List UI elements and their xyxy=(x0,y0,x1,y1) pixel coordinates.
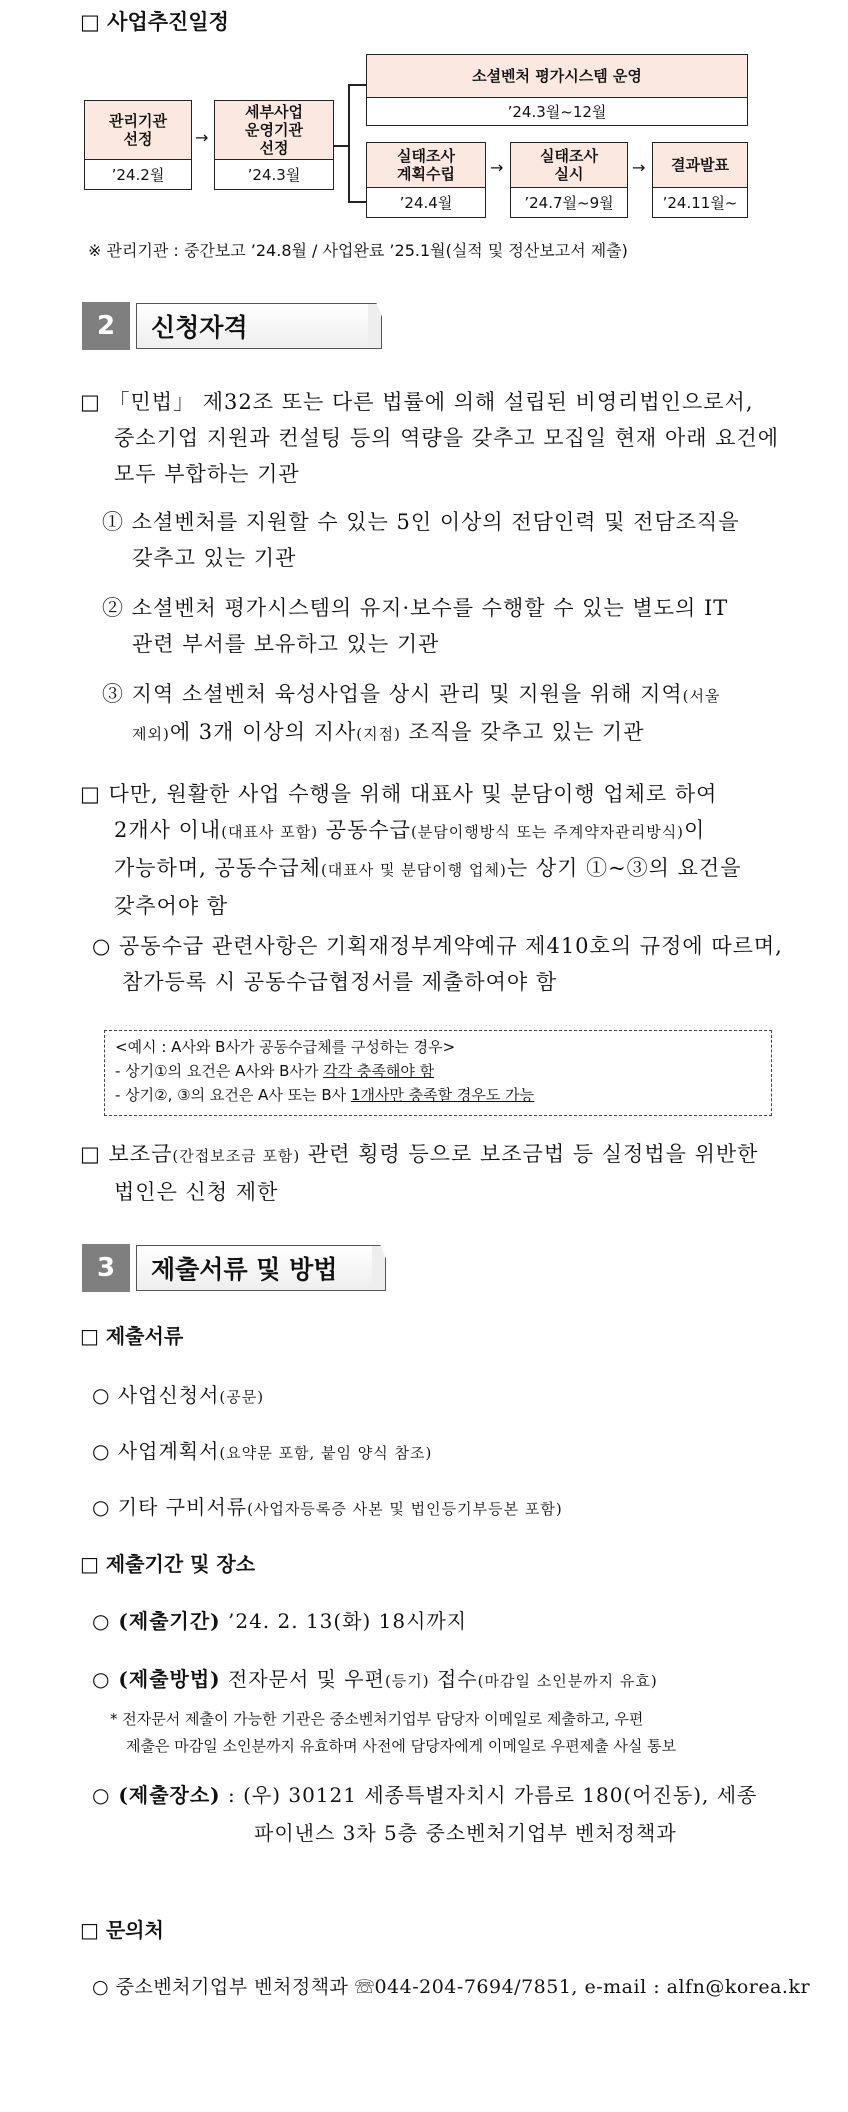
schedule-note: ※ 관리기관 : 중간보고 ’24.8월 / 사업완료 ’25.1월(실적 및 정산보고서 제출) xyxy=(88,241,628,260)
text-span: □ 보조금 xyxy=(80,1142,173,1166)
submission-period xyxy=(92,1604,467,1638)
connector-line xyxy=(334,145,348,147)
schedule-box-date: ’24.3월~12월 xyxy=(507,102,607,121)
text-span: ’24. 2. 13(화) 18시까지 xyxy=(220,1609,468,1633)
period-heading: □ 제출기간 및 장소 xyxy=(80,1552,256,1576)
schedule-box-date: ’24.2월 xyxy=(111,165,165,184)
connector-line xyxy=(348,84,350,202)
document-item xyxy=(92,1378,264,1414)
text-line: 갖추어야 함 xyxy=(114,894,229,918)
text-span: 제외) xyxy=(132,725,170,743)
connector-line xyxy=(348,201,366,203)
contact-heading: □ 문의처 xyxy=(80,1918,164,1942)
text-span: ○ (제출방법) xyxy=(92,1667,221,1691)
contact-line: ○ 중소벤처기업부 벤처정책과 ☏044-204-7694/7851, e-mail : alfn@korea.kr xyxy=(92,1976,811,1998)
text-span: ○ 사업신청서 xyxy=(92,1383,220,1407)
text-span: - 상기②, ③의 요건은 A사 또는 B사 xyxy=(115,1086,351,1104)
text-span: 에 3개 이상의 지사 xyxy=(169,720,357,744)
text-line: ① 소셜벤처를 지원할 수 있는 5인 이상의 전담인력 및 전담조직을 xyxy=(102,510,740,534)
schedule-box-date: ’24.11월~ xyxy=(662,193,738,212)
joint-bidding-paragraph xyxy=(80,776,741,924)
text-span: (서울 xyxy=(682,687,721,705)
text-span: 2개사 이내 xyxy=(114,818,222,842)
text-span: (등기) xyxy=(384,1672,430,1690)
text-span: (대표사 및 분담이행 업체) xyxy=(320,861,507,879)
schedule-box-title: 실태조사 계획수립 xyxy=(367,143,485,188)
eligibility-paragraph xyxy=(80,384,779,492)
text-span: (간접보조금 포함) xyxy=(172,1147,301,1165)
schedule-box-date: ’24.4월 xyxy=(399,193,453,212)
text-span: - 상기①의 요건은 A사와 B사가 xyxy=(115,1062,324,1080)
text-span: ○ 사업계획서 xyxy=(92,1439,220,1463)
text-span: : (우) 30121 세종특별자치시 가름로 180(어진동), 세종 xyxy=(220,1783,758,1807)
section-title: 제출서류 및 방법 xyxy=(136,1245,372,1291)
text-line: 갖추고 있는 기관 xyxy=(132,546,297,570)
text-line: 파이낸스 3차 5층 중소벤처기업부 벤처정책과 xyxy=(254,1821,677,1845)
text-span: ○ 기타 구비서류 xyxy=(92,1495,248,1519)
schedule-box-title: 소셜벤처 평가시스템 운영 xyxy=(367,55,747,98)
text-span: (요약문 포함, 붙임 양식 참조) xyxy=(219,1444,433,1462)
submission-method-note xyxy=(110,1706,676,1760)
text-line: 참가등록 시 공동수급협정서를 제출하여야 함 xyxy=(122,970,558,994)
schedule-box-title: 세부사업 운영기관 선정 xyxy=(215,101,333,160)
text-span: 각각 충족해야 함 xyxy=(323,1062,435,1080)
text-line: 제출은 마감일 소인분까지 유효하며 사전에 담당자에게 이메일로 우편제출 사실 통보 xyxy=(126,1737,677,1755)
text-line: □ 「민법」 제32조 또는 다른 법률에 의해 설립된 비영리법인으로서, xyxy=(80,390,754,414)
text-span: 는 상기 ①~③의 요건을 xyxy=(506,856,742,880)
schedule-box-evaluation-operation xyxy=(366,54,748,126)
documents-heading: □ 제출서류 xyxy=(80,1324,184,1348)
arrow-icon: → xyxy=(195,128,209,147)
text-line: 법인은 신청 제한 xyxy=(114,1180,279,1204)
schedule-box-operator-selection xyxy=(214,100,334,190)
text-span: 1개사만 충족할 경우도 가능 xyxy=(350,1086,535,1104)
text-span: (분담이행방식 또는 주계약자관리방식) xyxy=(410,823,685,841)
text-line: ○ 공동수급 관련사항은 기획재정부계약예규 제410호의 규정에 따르며, xyxy=(92,934,783,958)
section-title: 신청자격 xyxy=(136,303,368,349)
schedule-box-date: ’24.7월~9월 xyxy=(524,193,614,212)
section-number: 3 xyxy=(82,1244,130,1292)
text-span: 관련 횡령 등으로 보조금법 등 실정법을 위반한 xyxy=(300,1142,759,1166)
text-span: 공동수급 xyxy=(318,818,411,842)
requirement-1 xyxy=(102,504,740,576)
text-line: 모두 부합하는 기관 xyxy=(114,462,300,486)
text-span: (사업자등록증 사본 및 법인등기부등본 포함) xyxy=(247,1500,563,1518)
submission-method xyxy=(92,1662,658,1698)
text-span: 이 xyxy=(684,818,706,842)
text-line: 중소기업 지원과 컨설팅 등의 역량을 갖추고 모집일 현재 아래 요건에 xyxy=(114,426,780,450)
requirement-2 xyxy=(102,590,728,662)
schedule-heading: □ 사업추진일정 xyxy=(80,10,229,34)
document-item xyxy=(92,1434,432,1470)
arrow-icon: → xyxy=(632,158,646,177)
text-span: 전자문서 및 우편 xyxy=(220,1667,385,1691)
restriction-paragraph xyxy=(80,1136,758,1210)
schedule-box-management-selection xyxy=(84,100,192,190)
text-span: ③ 지역 소셜벤처 육성사업을 상시 관리 및 지원을 위해 지역 xyxy=(102,682,683,706)
text-span: (마감일 소인분까지 유효) xyxy=(477,1672,658,1690)
document-item xyxy=(92,1490,563,1526)
schedule-box-title: 실태조사 실시 xyxy=(511,143,627,188)
schedule-box-date: ’24.3월 xyxy=(247,165,301,184)
example-box xyxy=(104,1030,772,1116)
text-span: ○ (제출장소) xyxy=(92,1783,221,1807)
text-span: 조직을 갖추고 있는 기관 xyxy=(400,720,645,744)
text-line: □ 다만, 원활한 사업 수행을 위해 대표사 및 분담이행 업체로 하여 xyxy=(80,782,718,806)
requirement-3 xyxy=(102,676,721,752)
connector-line xyxy=(348,84,366,86)
schedule-box-title: 결과발표 xyxy=(653,143,747,188)
text-span: 접수 xyxy=(429,1667,478,1691)
schedule-box-title: 관리기관 선정 xyxy=(85,101,191,160)
text-line: <예시 : A사와 B사가 공동수급체를 구성하는 경우> xyxy=(115,1038,456,1056)
section-number: 2 xyxy=(82,302,130,350)
text-span: (지점) xyxy=(356,725,401,743)
text-span: ○ (제출기간) xyxy=(92,1609,221,1633)
text-span: (대표사 포함) xyxy=(221,823,319,841)
text-line: 관련 부서를 보유하고 있는 기관 xyxy=(132,632,440,656)
schedule-box-result-announcement xyxy=(652,142,748,218)
text-span: 가능하며, 공동수급체 xyxy=(114,856,321,880)
text-line: * 전자문서 제출이 가능한 기관은 중소벤처기업부 담당자 이메일로 제출하고, 우편 xyxy=(110,1710,644,1728)
text-line: ② 소셜벤처 평가시스템의 유지·보수를 수행할 수 있는 별도의 IT xyxy=(102,596,729,620)
schedule-box-survey-conduct xyxy=(510,142,628,218)
submission-place xyxy=(92,1776,757,1852)
schedule-box-survey-plan xyxy=(366,142,486,218)
joint-bidding-rule xyxy=(92,928,783,1000)
arrow-icon: → xyxy=(490,158,504,177)
text-span: (공문) xyxy=(219,1388,265,1406)
